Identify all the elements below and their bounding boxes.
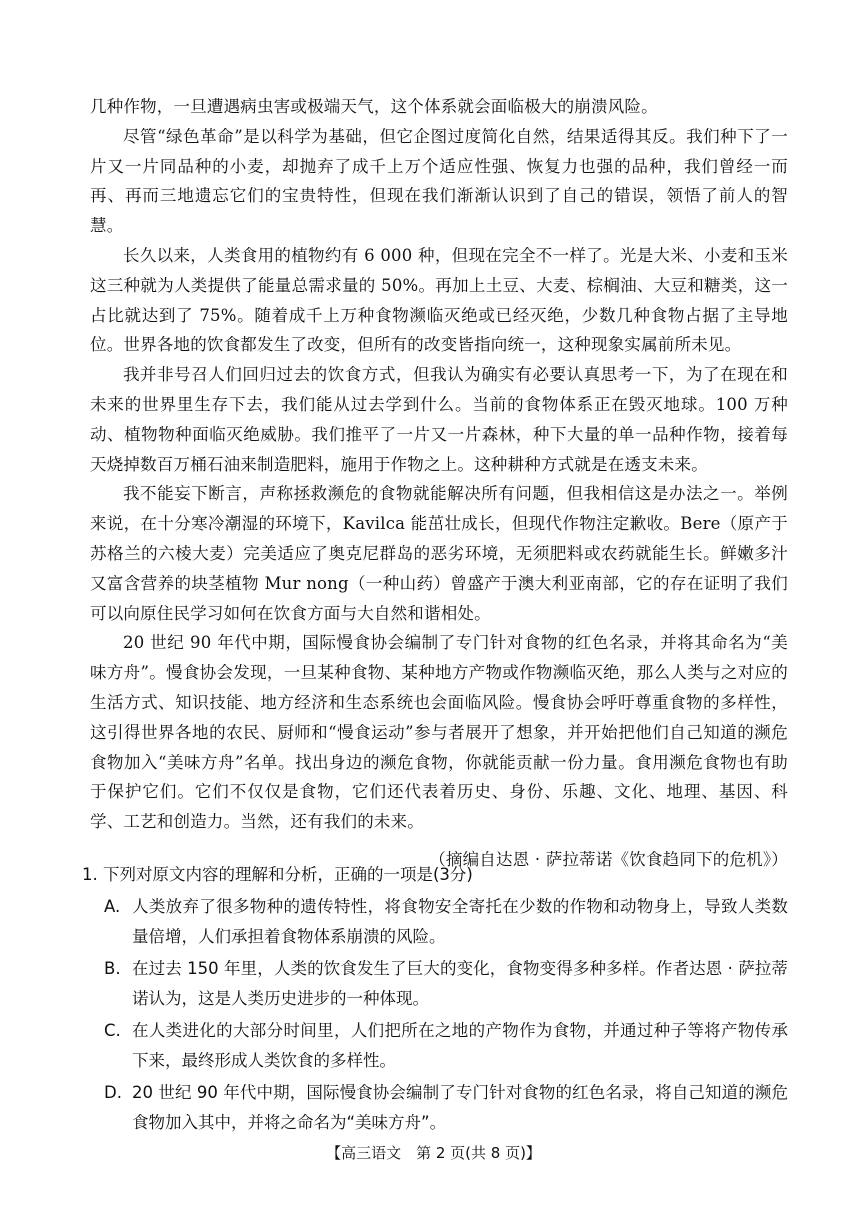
passage-paragraph-5: 我不能妄下断言，声称拯救濒危的食物就能解决所有问题，但我相信这是办法之一。举例来说，在十分寒冷潮湿的环境下，Kavilca 能茁壮成长，但现代作物注定歉收。Bere（原产于苏格兰的六棱大麦）完美适应了奥克尼群岛的恶劣环境，无须肥料或农药就能生长。鲜嫩多汁又富含营养的块茎植物 Mur nong（一种山药）曾盛产于澳大利亚南部，它的存在证明了我们可以向原住民学习如何在饮食方面与大自然和谐相处。 [90, 484, 788, 623]
option-text: 人类放弃了很多物种的遗传特性，将食物安全寄托在少数的作物和动物身上，导致人类数量倍增，人们承担着食物体系崩溃的风险。 [132, 897, 788, 946]
option-c [82, 1016, 788, 1076]
passage-attribution: （摘编自达恩 · 萨拉蒂诺《饮食趋同下的危机》） [429, 849, 788, 869]
question-1 [82, 860, 788, 1138]
option-a [82, 892, 788, 952]
option-letter: B. [104, 959, 121, 978]
passage-paragraph-3: 长久以来，人类食用的植物约有 6 000 种，但现在完全不一样了。光是大米、小麦和玉米这三种就为人类提供了能量总需求量的 50%。再加上土豆、大麦、棕榈油、大豆和糖类，这一占比就达到了 75%。随着成千上万种食物濒临灭绝或已经灭绝，少数几种食物占据了主导地位。世界各地的饮食都发生了改变，但所有的改变皆指向统一，这种现象实属前所未见。 [90, 245, 788, 355]
passage-paragraph-4: 我并非号召人们回归过去的饮食方式，但我认为确实有必要认真思考一下，为了在现在和未来的世界里生存下去，我们能从过去学到什么。当前的食物体系正在毁灭地球。100 万种动、植物物种面临灭绝威胁。我们推平了一片又一片森林，种下大量的单一品种作物，接着每天烧掉数百万桶石油来制造肥料，施用于作物之上。这种耕种方式就是在透支未来。 [90, 365, 788, 474]
passage-paragraph-1: 几种作物，一旦遭遇病虫害或极端天气，这个体系就会面临极大的崩溃风险。 [90, 97, 658, 116]
question-stem: 1. 下列对原文内容的理解和分析，正确的一项是(3分) [82, 865, 473, 884]
option-letter: A. [104, 897, 121, 916]
option-text: 在过去 150 年里，人类的饮食发生了巨大的变化，食物变得多种多样。作者达恩 · 萨拉蒂诺认为，这是人类历史进步的一种体现。 [132, 959, 788, 1008]
option-b [82, 954, 788, 1014]
option-text: 20 世纪 90 年代中期，国际慢食协会编制了专门针对食物的红色名录，将自己知道的濒危食物加入其中，并将之命名为“美味方舟”。 [132, 1083, 788, 1132]
passage [90, 92, 788, 875]
option-d [82, 1078, 788, 1138]
option-text: 在人类进化的大部分时间里，人们把所在之地的产物作为食物，并通过种子等将产物传承下来，最终形成人类饮食的多样性。 [132, 1021, 788, 1070]
passage-paragraph-2: 尽管“绿色革命”是以科学为基础，但它企图过度简化自然，结果适得其反。我们种下了一片又一片同品种的小麦，却抛弃了成千上万个适应性强、恢复力也强的品种，我们曾经一而再、再而三地遗忘它们的宝贵特性，但现在我们渐渐认识到了自己的错误，领悟了前人的智慧。 [90, 126, 788, 236]
page-footer: 【高三语文 第 2 页(共 8 页)】 [326, 1144, 541, 1162]
passage-paragraph-6: 20 世纪 90 年代中期，国际慢食协会编制了专门针对食物的红色名录，并将其命名为“美味方舟”。慢食协会发现，一旦某种食物、某种地方产物或作物濒临灭绝，那么人类与之对应的生活方式、知识技能、地方经济和生态系统也会面临风险。慢食协会呼吁尊重食物的多样性，这引得世界各地的农民、厨师和“慢食运动”参与者展开了想象，并开始把他们自己知道的濒危食物加入“美味方舟”名单。找出身边的濒危食物，你就能贡献一份力量。食用濒危食物也有助于保护它们。它们不仅仅是食物，它们还代表着历史、身份、乐趣、文化、地理、基因、科学、工艺和创造力。当然，还有我们的未来。 [90, 633, 788, 832]
option-letter: C. [104, 1021, 121, 1040]
option-letter: D. [104, 1083, 122, 1102]
